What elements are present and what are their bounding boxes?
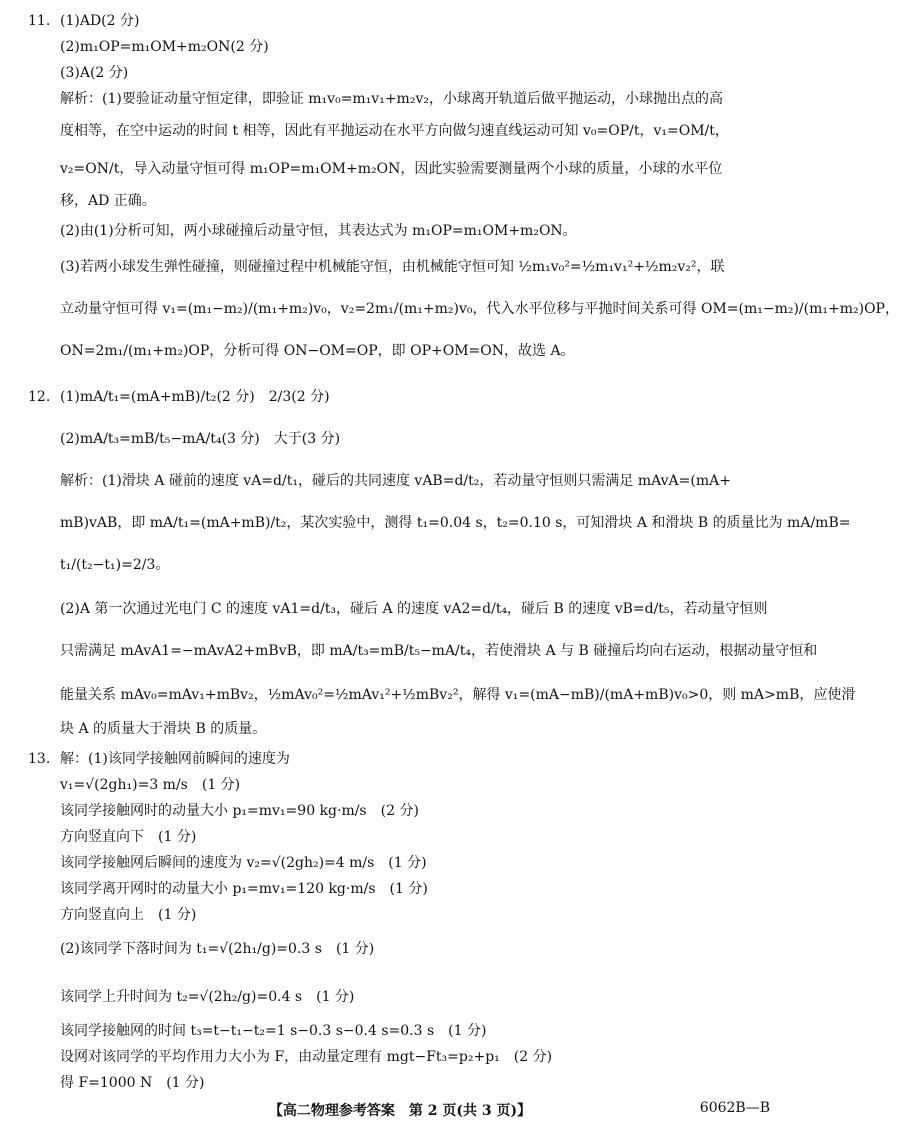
q12-answer-2: (2)mA/t₃=mB/t₅−mA/t₄(3 分) 大于(3 分) bbox=[60, 431, 341, 447]
q12-explanation-line-6: 能量关系 mAv₀=mAv₁+mBv₂，½mAv₀²=½mAv₁²+½mBv₂²，解得 v₁=(mA−mB)/(mA+mB)v₀>0，则 mA>mB，应使滑 bbox=[60, 687, 856, 703]
q13-solution-line-1: 解：(1)该同学接触网前瞬间的速度为 bbox=[60, 751, 290, 767]
q11-explanation-line-2: 度相等，在空中运动的时间 t 相等，因此有平抛运动在水平方向做匀速直线运动可知 v₀=OP/t，v₁=OM/t， bbox=[60, 123, 729, 139]
q11-explanation-line-7: 立动量守恒可得 v₁=(m₁−m₂)/(m₁+m₂)v₀，v₂=2m₁/(m₁+m₂)v₀，代入水平位移与平抛时间关系可得 OM=(m₁−m₂)/(m₁+m₂)OP， bbox=[60, 301, 899, 317]
q11-answer-2: (2)m₁OP=m₁OM+m₂ON(2 分) bbox=[60, 39, 269, 55]
q12-explanation-line-1: 解析：(1)滑块 A 碰前的速度 vA=d/t₁，碰后的共同速度 vAB=d/t₂，若动量守恒则只需满足 mAvA=(mA+ bbox=[60, 473, 731, 489]
question-number-11: 11. bbox=[28, 13, 51, 29]
q11-explanation-line-5: (2)由(1)分析可知，两小球碰撞后动量守恒，其表达式为 m₁OP=m₁OM+m₂ON。 bbox=[60, 223, 577, 239]
q12-explanation-line-4: (2)A 第一次通过光电门 C 的速度 vA1=d/t₃，碰后 A 的速度 vA2=d/t₄，碰后 B 的速度 vB=d/t₅，若动量守恒则 bbox=[60, 601, 768, 617]
q13-solution-line-4: 方向竖直向下 (1 分) bbox=[60, 829, 197, 845]
q13-solution-line-11: 设网对该同学的平均作用力大小为 F，由动量定理有 mgt−Ft₃=p₂+p₁ (2 分) bbox=[60, 1049, 553, 1065]
q11-explanation-line-1: 解析：(1)要验证动量守恒定律，即验证 m₁v₀=m₁v₁+m₂v₂，小球离开轨道后做平抛运动，小球抛出点的高 bbox=[60, 91, 723, 107]
q13-solution-line-2: v₁=√(2gh₁)=3 m/s (1 分) bbox=[60, 777, 241, 793]
q13-solution-line-3: 该同学接触网时的动量大小 p₁=mv₁=90 kg·m/s (2 分) bbox=[60, 803, 419, 819]
q11-explanation-line-4: 移，AD 正确。 bbox=[60, 193, 156, 209]
q11-explanation-line-6: (3)若两小球发生弹性碰撞，则碰撞过程中机械能守恒，由机械能守恒可知 ½m₁v₀²=½m₁v₁²+½m₂v₂²，联 bbox=[60, 259, 725, 275]
question-number-13: 13. bbox=[28, 751, 51, 767]
q13-solution-line-5: 该同学接触网后瞬间的速度为 v₂=√(2gh₂)=4 m/s (1 分) bbox=[60, 855, 427, 871]
q12-answer-1: (1)mA/t₁=(mA+mB)/t₂(2 分) 2/3(2 分) bbox=[60, 389, 330, 405]
q12-explanation-line-3: t₁/(t₂−t₁)=2/3。 bbox=[60, 557, 170, 573]
q11-explanation-line-8: ON=2m₁/(m₁+m₂)OP，分析可得 ON−OM=OP，即 OP+OM=ON，故选 A。 bbox=[60, 343, 575, 359]
q11-answer-3: (3)A(2 分) bbox=[60, 65, 129, 81]
q12-explanation-line-2: mB)vAB，即 mA/t₁=(mA+mB)/t₂，某次实验中，测得 t₁=0.04 s，t₂=0.10 s，可知滑块 A 和滑块 B 的质量比为 mA/mB= bbox=[60, 515, 851, 531]
footer-document-code: 6062B—B bbox=[699, 1100, 770, 1116]
q13-solution-line-8: (2)该同学下落时间为 t₁=√(2h₁/g)=0.3 s (1 分) bbox=[60, 941, 375, 957]
q13-solution-line-9: 该同学上升时间为 t₂=√(2h₂/g)=0.4 s (1 分) bbox=[60, 989, 355, 1005]
q13-solution-line-10: 该同学接触网的时间 t₃=t−t₁−t₂=1 s−0.3 s−0.4 s=0.3 s (1 分) bbox=[60, 1023, 487, 1039]
q13-solution-line-7: 方向竖直向上 (1 分) bbox=[60, 907, 197, 923]
q13-solution-line-12: 得 F=1000 N (1 分) bbox=[60, 1075, 205, 1091]
q12-explanation-line-5: 只需满足 mAvA1=−mAvA2+mBvB，即 mA/t₃=mB/t₅−mA/t₄，若使滑块 A 与 B 碰撞后均向右运动，根据动量守恒和 bbox=[60, 643, 818, 659]
q11-answer-1: (1)AD(2 分) bbox=[60, 13, 140, 29]
q11-explanation-line-3: v₂=ON/t，导入动量守恒可得 m₁OP=m₁OM+m₂ON，因此实验需要测量两个小球的质量，小球的水平位 bbox=[60, 161, 723, 177]
q12-explanation-line-7: 块 A 的质量大于滑块 B 的质量。 bbox=[60, 721, 267, 737]
q13-solution-line-6: 该同学离开网时的动量大小 p₁=mv₁=120 kg·m/s (1 分) bbox=[60, 881, 428, 897]
question-number-12: 12. bbox=[28, 389, 51, 405]
footer-page-info: 【高二物理参考答案 第 2 页(共 3 页)】 bbox=[268, 1103, 532, 1119]
